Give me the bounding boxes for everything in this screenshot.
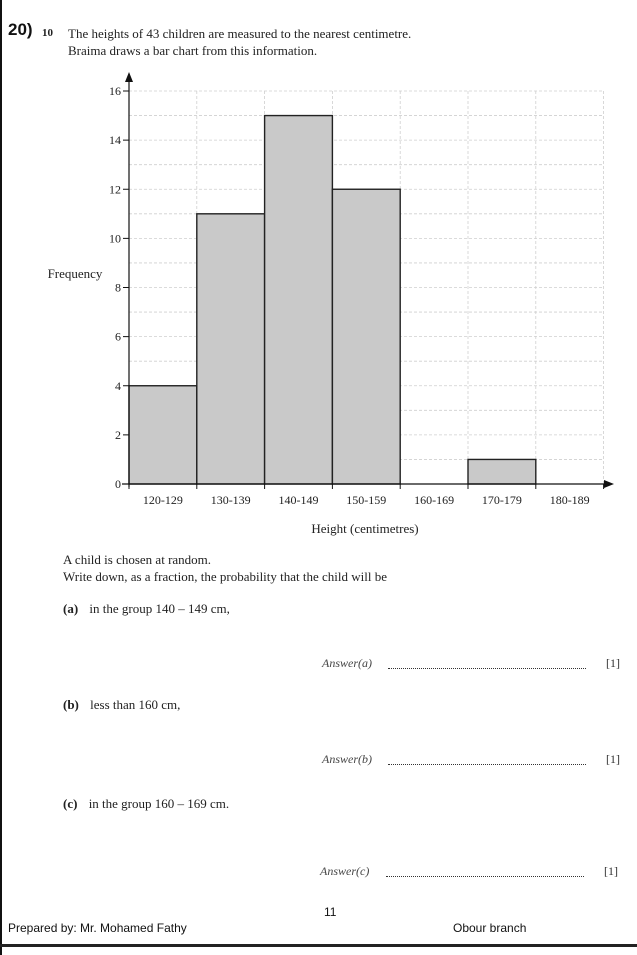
x-tick-label-140-149: 140-149 bbox=[278, 493, 319, 507]
chart-bars bbox=[129, 116, 536, 484]
instruction-line-1: A child is chosen at random. bbox=[63, 552, 212, 567]
y-tick-label: 10 bbox=[109, 231, 121, 246]
part-c-label: (c) bbox=[63, 796, 78, 811]
chart-y-axis-label: Frequency bbox=[47, 266, 103, 281]
x-tick-label-150-159: 150-159 bbox=[346, 493, 387, 507]
part-a-label: (a) bbox=[63, 601, 79, 616]
bar-120-129 bbox=[129, 386, 197, 484]
answer-a-field[interactable] bbox=[388, 658, 586, 669]
part-b-label: (b) bbox=[63, 697, 79, 712]
answer-b-field[interactable] bbox=[388, 754, 586, 765]
part-a bbox=[63, 601, 230, 617]
chart-x-tick-labels bbox=[143, 493, 590, 507]
chart-x-axis-label: Height (centimetres) bbox=[311, 521, 419, 536]
x-tick-label-120-129: 120-129 bbox=[142, 493, 183, 507]
marks-c: [1] bbox=[604, 864, 618, 878]
question-number: 20) bbox=[8, 20, 33, 39]
y-axis-arrow bbox=[125, 72, 133, 82]
answer-b-label: Answer(b) bbox=[322, 752, 372, 766]
question-sub-number: 10 bbox=[42, 27, 53, 39]
footer-branch: Obour branch bbox=[453, 921, 527, 935]
bar-130-139 bbox=[197, 214, 265, 484]
part-b-text: less than 160 cm, bbox=[90, 697, 181, 712]
part-b bbox=[63, 697, 180, 713]
bar-170-179 bbox=[468, 459, 536, 484]
y-tick-label: 2 bbox=[115, 427, 121, 442]
y-tick-label: 0 bbox=[115, 477, 121, 491]
x-axis-arrow bbox=[604, 480, 614, 488]
y-tick-label: 6 bbox=[115, 329, 121, 344]
answer-c-label: Answer(c) bbox=[320, 864, 370, 878]
y-tick-label: 14 bbox=[109, 133, 121, 148]
footer-prepared-by: Prepared by: Mr. Mohamed Fathy bbox=[8, 921, 187, 935]
y-tick-label: 16 bbox=[109, 84, 121, 98]
bar-150-159 bbox=[332, 189, 400, 484]
x-tick-label-180-189: 180-189 bbox=[549, 493, 590, 507]
question-intro-line-2: Braima draws a bar chart from this information. bbox=[68, 43, 318, 58]
part-a-text: in the group 140 – 149 cm, bbox=[89, 601, 230, 616]
question-intro-line-1: The heights of 43 children are measured to the nearest centimetre. bbox=[68, 26, 412, 41]
part-c bbox=[63, 796, 229, 812]
y-tick-label: 8 bbox=[115, 280, 121, 295]
y-tick-label: 4 bbox=[115, 378, 121, 393]
marks-b: [1] bbox=[606, 752, 620, 766]
x-tick-label-130-139: 130-139 bbox=[210, 493, 251, 507]
instruction-line-2: Write down, as a fraction, the probability that the child will be bbox=[63, 569, 388, 584]
bar-140-149 bbox=[265, 116, 333, 484]
x-tick-label-170-179: 170-179 bbox=[481, 493, 522, 507]
answer-c-field[interactable] bbox=[386, 866, 584, 877]
part-c-text: in the group 160 – 169 cm. bbox=[88, 796, 230, 811]
y-tick-label: 12 bbox=[109, 182, 121, 197]
marks-a: [1] bbox=[606, 656, 620, 670]
x-tick-label-160-169: 160-169 bbox=[414, 493, 455, 507]
footer-rule bbox=[0, 944, 637, 947]
page-number: 11 bbox=[324, 905, 337, 919]
answer-a-label: Answer(a) bbox=[322, 656, 372, 670]
